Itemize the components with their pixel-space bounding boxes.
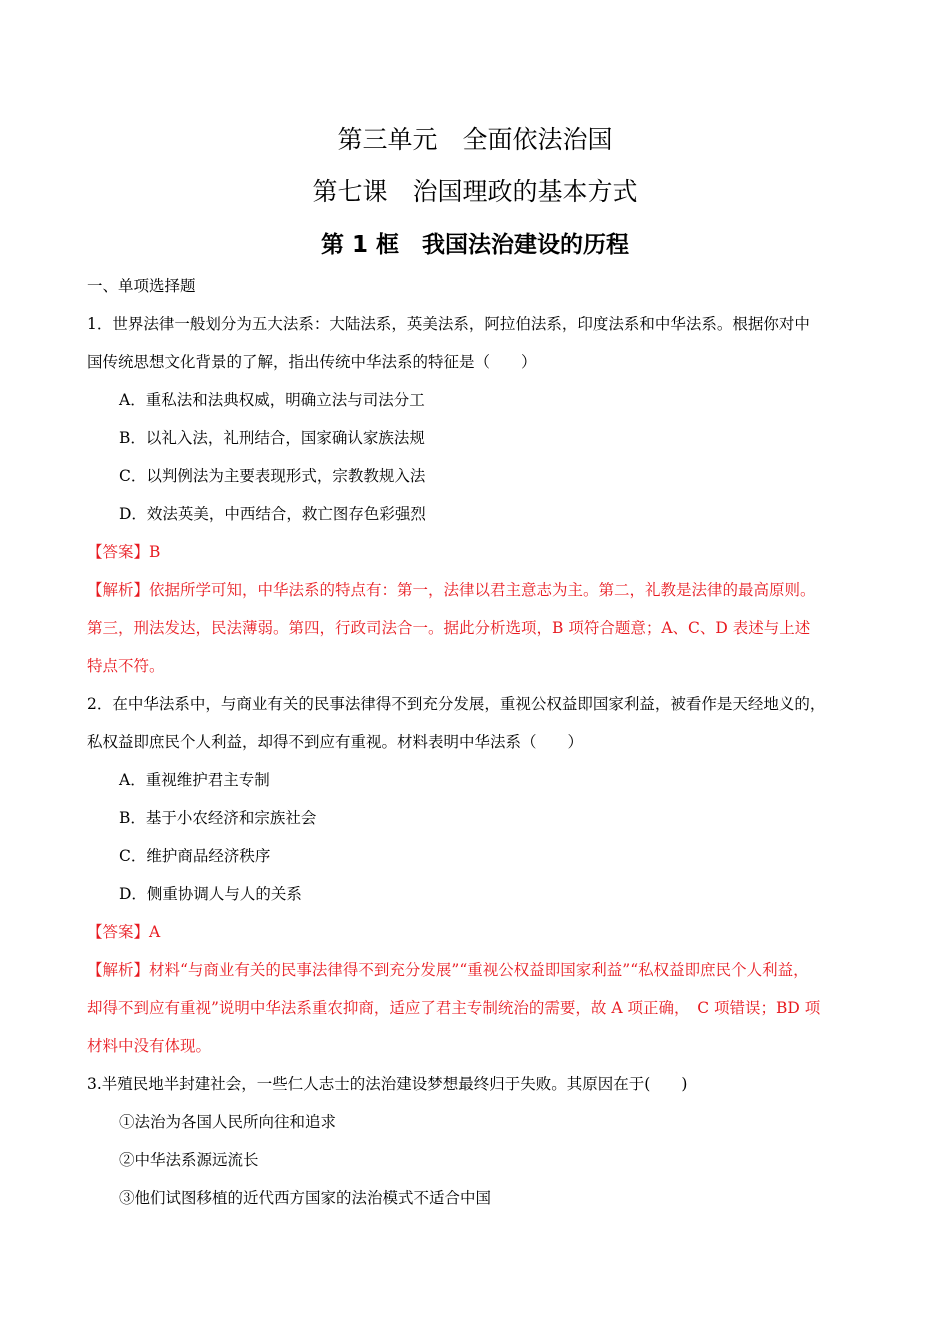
q2-analysis-line-2: 却得不到应有重视”说明中华法系重农抑商，适应了君主专制统治的需要，故 A 项正确， C 项错误；BD 项: [87, 999, 821, 1017]
q2-analysis-line-1: 【解析】材料“与商业有关的民事法律得不到充分发展”“重视公权益即国家利益”“私权益即庶民个人利益，: [87, 961, 809, 979]
q3-stem: 3.半殖民地半封建社会，一些仁人志士的法治建设梦想最终归于失败。其原因在于( ): [87, 1075, 688, 1093]
q1-option-a: A．重私法和法典权威，明确立法与司法分工: [119, 391, 425, 409]
q2-answer: 【答案】A: [87, 923, 161, 941]
q1-stem-line-2: 国传统思想文化背景的了解，指出传统中华法系的特征是（ ）: [87, 353, 537, 371]
q1-stem-line-1: 1．世界法律一般划分为五大法系：大陆法系，英美法系，阿拉伯法系，印度法系和中华法系。根据你对中: [87, 315, 810, 333]
q1-option-c: C．以判例法为主要表现形式，宗教教规入法: [119, 467, 426, 485]
q2-option-d: D．侧重协调人与人的关系: [119, 885, 302, 903]
q2-stem-line-1: 2．在中华法系中，与商业有关的民事法律得不到充分发展，重视公权益即国家利益，被看作是天经地义的，: [87, 695, 826, 713]
q3-item-1: ①法治为各国人民所向往和追求: [119, 1113, 337, 1131]
unit-title: 第三单元 全面依法治国: [337, 125, 613, 154]
q1-analysis-line-1: 【解析】依据所学可知，中华法系的特点有：第一，法律以君主意志为主。第二，礼教是法律的最高原则。: [87, 581, 816, 599]
q1-answer: 【答案】B: [87, 543, 161, 561]
q1-option-b: B．以礼入法，礼刑结合，国家确认家族法规: [119, 429, 425, 447]
frame-title: 第 1 框 我国法治建设的历程: [320, 232, 630, 258]
q2-analysis-line-3: 材料中没有体现。: [87, 1037, 212, 1055]
q1-analysis-line-2: 第三，刑法发达，民法薄弱。第四，行政司法合一。据此分析选项，B 项符合题意；A、C、D 表述与上述: [87, 619, 811, 637]
q3-item-3: ③他们试图移植的近代西方国家的法治模式不适合中国: [119, 1189, 492, 1207]
q2-option-b: B．基于小农经济和宗族社会: [119, 809, 317, 827]
q3-item-2: ②中华法系源远流长: [119, 1151, 259, 1169]
q2-option-a: A．重视维护君主专制: [119, 771, 270, 789]
section-heading: 一、单项选择题: [87, 277, 196, 295]
q2-option-c: C．维护商品经济秩序: [119, 847, 271, 865]
q1-analysis-line-3: 特点不符。: [87, 657, 165, 675]
q2-stem-line-2: 私权益即庶民个人利益，却得不到应有重视。材料表明中华法系（ ）: [87, 733, 584, 751]
q1-option-d: D．效法英美，中西结合，救亡图存色彩强烈: [119, 505, 426, 523]
lesson-title: 第七课 治国理政的基本方式: [312, 177, 638, 206]
